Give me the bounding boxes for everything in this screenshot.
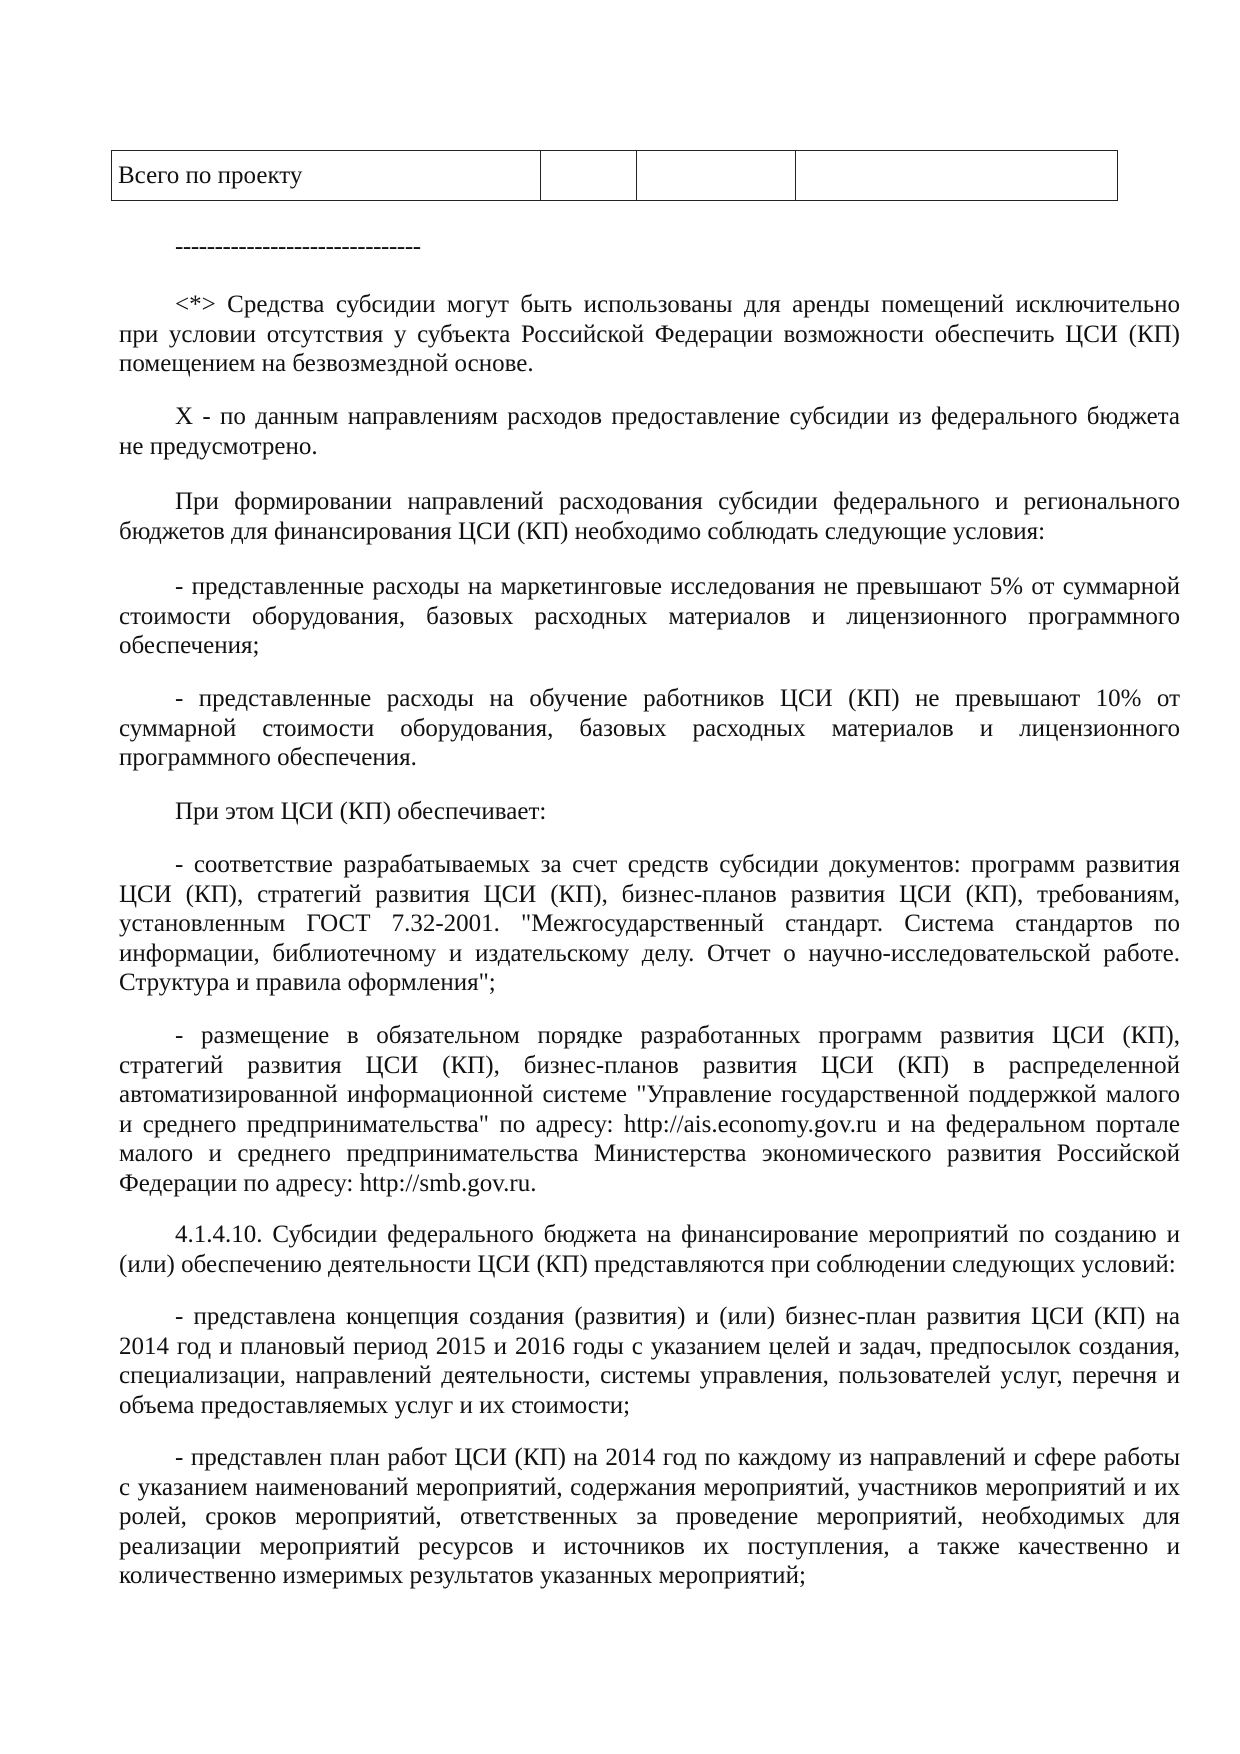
x-note-paragraph: [119, 402, 1180, 461]
publication-paragraph: [119, 1021, 1180, 1198]
paragraph-line: при условии отсутствия у субъекта Российской Федерации возможности обеспечить ЦСИ (КП): [119, 320, 1180, 348]
total-value-cell-2: [637, 151, 796, 201]
paragraph-line: (или) обеспечению деятельности ЦСИ (КП) представляются при соблюдении следующих условий:: [119, 1250, 1176, 1278]
paragraph-line: X - по данным направлениям расходов предоставление субсидии из федерального бюджета: [175, 403, 1180, 430]
paragraph-line: Федерации по адресу: http://smb.gov.ru.: [119, 1169, 537, 1197]
paragraph-line: реализации мероприятий ресурсов и источников их поступления, а также качественно и: [119, 1532, 1180, 1560]
paragraph-line: информации, библиотечному и издательскому делу. Отчет о научно-исследовательской работе.: [119, 939, 1180, 967]
project-total-table: [111, 150, 1118, 201]
paragraph-line: объема предоставляемых услуг и их стоимости;: [119, 1391, 631, 1419]
gost-compliance-paragraph: [119, 850, 1180, 998]
total-value-cell-1: [541, 151, 637, 201]
paragraph-line: установленным ГОСТ 7.32-2001. "Межгосударственный стандарт. Система стандартов по: [119, 910, 1180, 937]
paragraph-line: специализации, направлений деятельности, системы управления, пользователей услуг, перечня и: [119, 1362, 1180, 1389]
paragraph-line: суммарной стоимости оборудования, базовых расходных материалов и лицензионного: [119, 714, 1180, 742]
paragraph-line: и среднего предпринимательства" по адресу: http://ais.economy.gov.ru и на федеральном портале: [119, 1110, 1180, 1138]
paragraph-line: При формировании направлений расходования субсидии федерального и регионального: [175, 488, 1180, 515]
paragraph-line: - представлена концепция создания (развития) и (или) бизнес-план развития ЦСИ (КП) на: [175, 1303, 1180, 1330]
paragraph-line: При этом ЦСИ (КП) обеспечивает:: [175, 798, 547, 825]
paragraph-line: - соответствие разрабатываемых за счет средств субсидии документов: программ развития: [175, 851, 1180, 878]
paragraph-line: помещением на безвозмездной основе.: [119, 350, 534, 377]
footnote-star-paragraph: [119, 290, 1180, 379]
paragraph-line: автоматизированной информационной системе "Управление государственной поддержкой малого: [119, 1081, 1180, 1108]
paragraph-line: с указанием наименований мероприятий, содержания мероприятий, участников мероприятий и их: [119, 1473, 1180, 1501]
paragraph-line: <*> Средства субсидии могут быть использованы для аренды помещений исключительно: [175, 291, 1180, 318]
table-row-total: [112, 151, 1118, 201]
paragraph-line: - размещение в обязательном порядке разработанных программ развития ЦСИ (КП),: [175, 1022, 1180, 1049]
paragraph-line: не предусмотрено.: [119, 432, 318, 460]
paragraph-line: малого и среднего предпринимательства Министерства экономического развития Российской: [119, 1140, 1180, 1167]
paragraph-line: - представленные расходы на обучение работников ЦСИ (КП) не превышают 10% от: [175, 685, 1180, 712]
concept-condition-paragraph: [119, 1302, 1180, 1420]
conditions-intro-paragraph: [119, 487, 1180, 546]
total-value-cell-3: [796, 151, 1118, 201]
paragraph-line: программного обеспечения.: [119, 744, 417, 771]
workplan-condition-paragraph: [119, 1443, 1180, 1591]
paragraph-line: - представленные расходы на маркетинговые исследования не превышают 5% от суммарной: [175, 573, 1180, 600]
paragraph-line: стратегий развития ЦСИ (КП), бизнес-планов развития ЦСИ (КП) в распределенной: [119, 1051, 1180, 1079]
footnote-separator: -------------------------------: [175, 233, 421, 260]
paragraph-line: 4.1.4.10. Субсидии федерального бюджета на финансирование мероприятий по созданию и: [175, 1221, 1180, 1248]
provides-intro-paragraph: [119, 797, 1180, 827]
paragraph-line: обеспечения;: [119, 632, 260, 659]
paragraph-line: бюджетов для финансирования ЦСИ (КП) необходимо соблюдать следующие условия:: [119, 517, 1046, 545]
paragraph-line: стоимости оборудования, базовых расходных материалов и лицензионного программного: [119, 602, 1180, 630]
marketing-condition-paragraph: [119, 572, 1180, 661]
paragraph-line: Структура и правила оформления";: [119, 969, 496, 996]
paragraph-line: 2014 год и плановый период 2015 и 2016 годы с указанием целей и задач, предпосылок создания,: [119, 1332, 1180, 1360]
paragraph-line: ЦСИ (КП), стратегий развития ЦСИ (КП), бизнес-планов развития ЦСИ (КП), требованиям,: [119, 880, 1180, 908]
section-4-1-4-10-paragraph: [119, 1220, 1180, 1279]
paragraph-line: - представлен план работ ЦСИ (КП) на 2014 год по каждому из направлений и сфере работы: [175, 1444, 1180, 1471]
paragraph-line: количественно измеримых результатов указанных мероприятий;: [119, 1562, 806, 1589]
total-label-cell: Всего по проекту: [112, 151, 541, 201]
paragraph-line: ролей, сроков мероприятий, ответственных за проведение мероприятий, необходимых для: [119, 1503, 1180, 1530]
training-condition-paragraph: [119, 684, 1180, 773]
